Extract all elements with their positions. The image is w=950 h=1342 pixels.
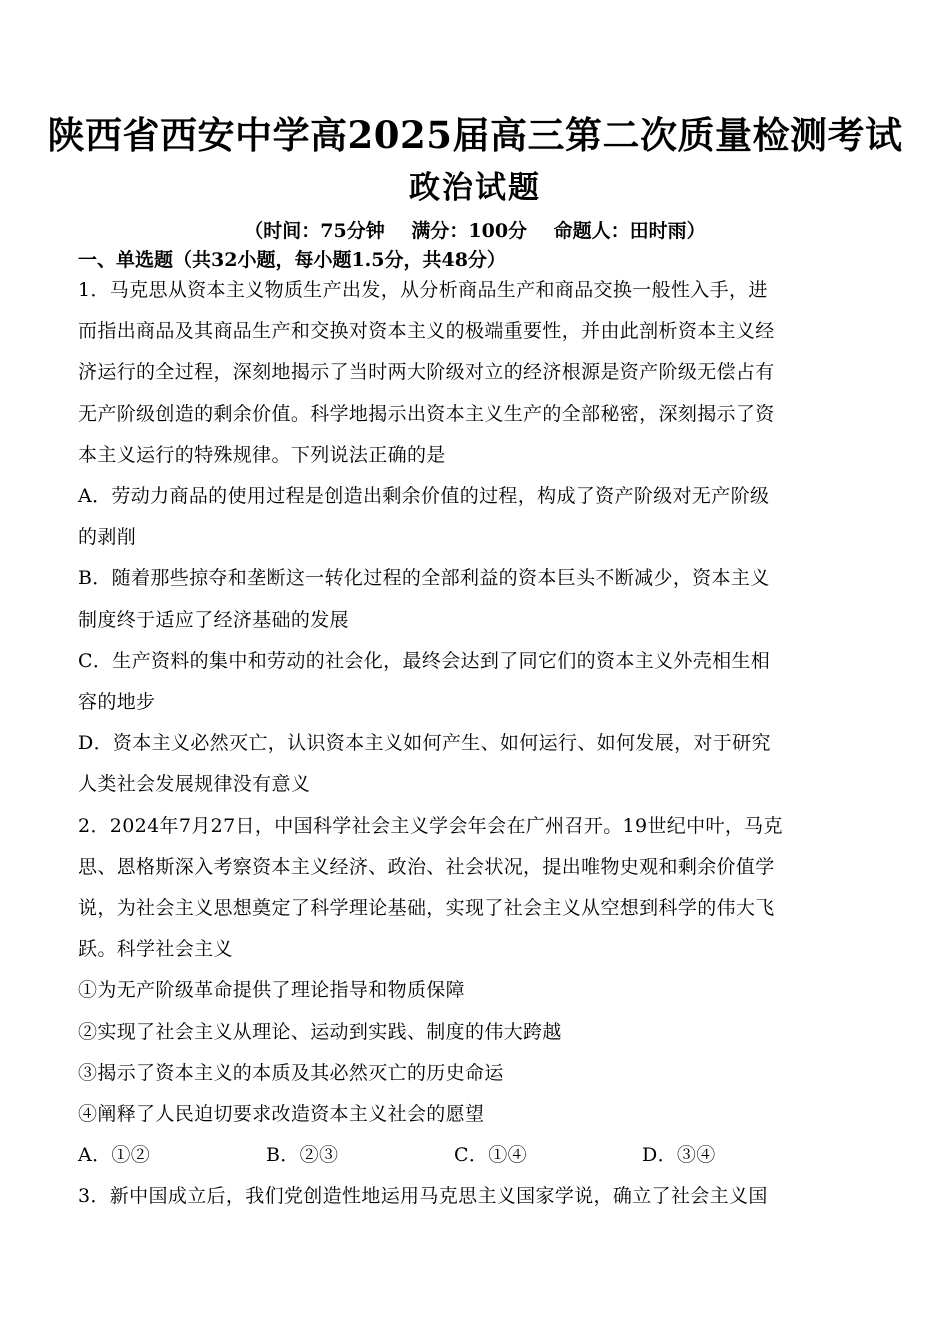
question-body	[78, 270, 878, 1218]
text-line: 容的地步	[78, 691, 156, 714]
text-line: A．劳动力商品的使用过程是创造出剩余价值的过程，构成了资产阶级对无产阶级	[78, 485, 770, 508]
text-line: ②实现了社会主义从理论、运动到实践、制度的伟大跨越	[78, 1020, 562, 1043]
text-line: ④阐释了人民迫切要求改造资本主义社会的愿望	[78, 1103, 485, 1126]
text-line: ①为无产阶级革命提供了理论指导和物质保障	[78, 979, 466, 1002]
text-line: 济运行的全过程，深刻地揭示了当时两大阶级对立的经济根源是资产阶级无偿占有	[78, 361, 775, 384]
text-line: 说，为社会主义思想奠定了科学理论基础，实现了社会主义从空想到科学的伟大飞	[78, 897, 775, 920]
text-line: 人类社会发展规律没有意义	[78, 773, 311, 796]
text-line: 2．2024年7月27日，中国科学社会主义学会年会在广州召开。19世纪中叶，马克	[78, 814, 783, 837]
text-line: B．随着那些掠夺和垄断这一转化过程的全部利益的资本巨头不断减少，资本主义	[78, 567, 770, 590]
q2-option-c: C．①④	[454, 1144, 527, 1167]
exam-time: （时间：75分钟	[244, 220, 385, 242]
exam-meta	[0, 218, 950, 244]
text-line: D．资本主义必然灭亡，认识资本主义如何产生、如何运行、如何发展，对于研究	[78, 732, 771, 755]
text-line: 跃。科学社会主义	[78, 938, 233, 961]
exam-subtitle: 政治试题	[409, 170, 541, 206]
text-line: 1．马克思从资本主义物质生产出发，从分析商品生产和商品交换一般性入手，进	[78, 279, 768, 301]
exam-score: 满分：100分	[411, 220, 528, 242]
text-line: 本主义运行的特殊规律。下列说法正确的是	[78, 443, 446, 466]
text-line: C．生产资料的集中和劳动的社会化，最终会达到了同它们的资本主义外壳相生相	[78, 649, 771, 672]
q2-option-d: D．③④	[642, 1144, 716, 1167]
text-line: 而指出商品及其商品生产和交换对资本主义的极端重要性，并由此剖析资本主义经	[78, 320, 775, 343]
text-line: 的剥削	[78, 526, 137, 549]
q2-options	[78, 1135, 878, 1176]
exam-author: 命题人：田时雨）	[553, 220, 706, 242]
q2-option-a: A．①②	[78, 1144, 151, 1167]
q2-option-b: B．②③	[266, 1144, 339, 1167]
section-heading: 一、单选题（共32小题，每小题1.5分，共48分）	[78, 249, 506, 271]
text-line: 制度终于适应了经济基础的发展	[78, 608, 349, 631]
exam-title: 陕西省西安中学高2025届高三第二次质量检测考试	[47, 113, 903, 157]
q3-line: 3．新中国成立后，我们党创造性地运用马克思主义国家学说，确立了社会主义国	[78, 1185, 768, 1208]
text-line: 思、恩格斯深入考察资本主义经济、政治、社会状况，提出唯物史观和剩余价值学	[78, 855, 775, 878]
text-line: ③揭示了资本主义的本质及其必然灭亡的历史命运	[78, 1061, 504, 1084]
text-line: 无产阶级创造的剩余价值。科学地揭示出资本主义生产的全部秘密，深刻揭示了资	[78, 402, 775, 425]
